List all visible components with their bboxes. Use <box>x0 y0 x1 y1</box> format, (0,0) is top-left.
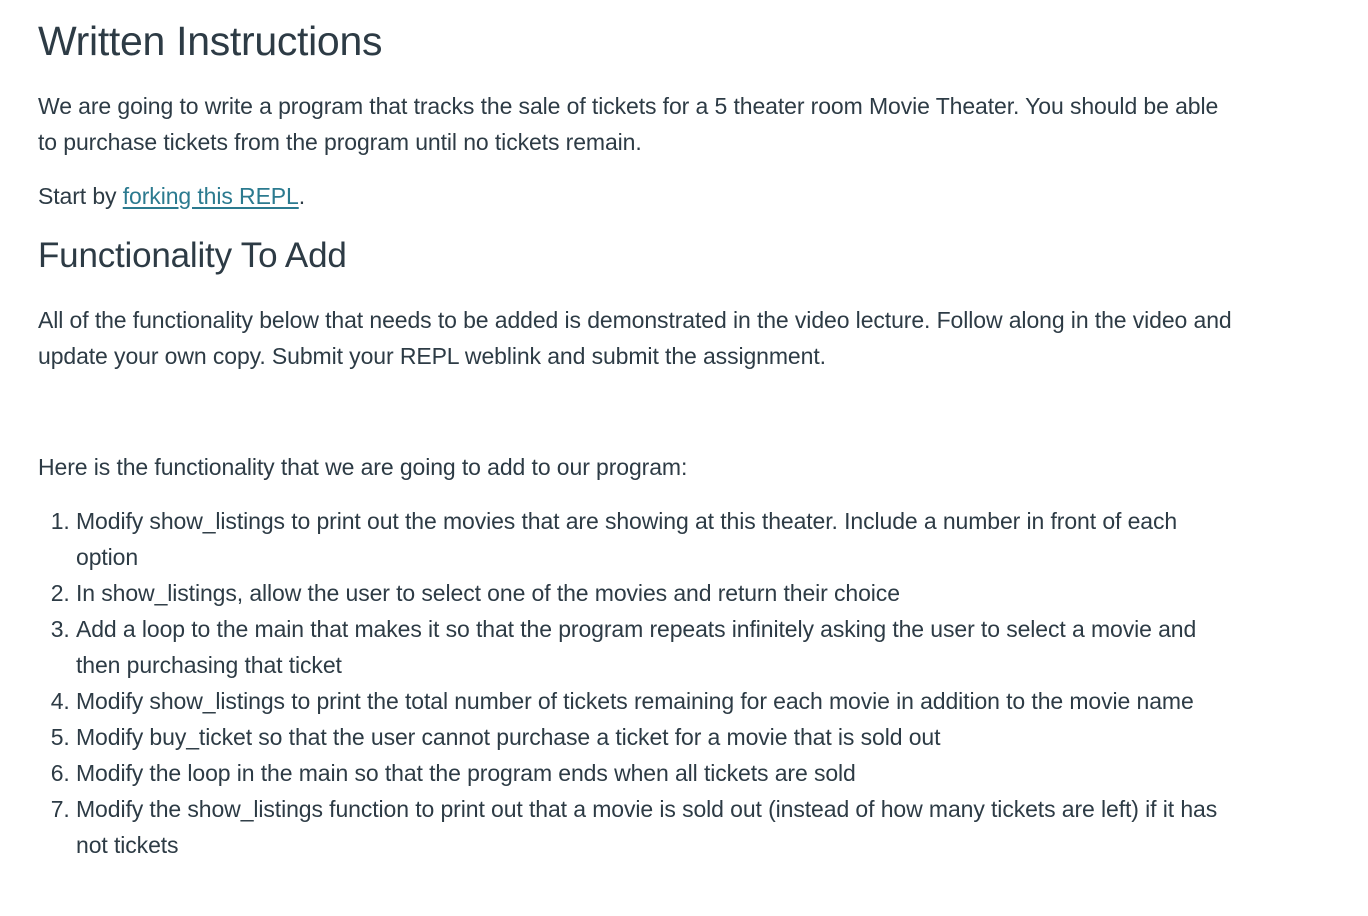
task-list <box>38 503 1236 863</box>
page-title: Written Instructions <box>38 18 383 64</box>
assignment-content <box>38 0 1238 858</box>
intro-paragraph: We are going to write a program that tracks the sale of tickets for a 5 theater room Movie Theater. You should be able to purchase tickets from the program until no tickets remain. <box>38 93 1219 155</box>
fork-repl-link[interactable]: forking this REPL <box>122 183 299 209</box>
list-intro: Here is the functionality that we are going to add to our program: <box>38 454 688 480</box>
task-item: 4. Modify show_listings to print the total number of tickets remaining for each movie in addition to the movie name <box>76 683 1236 719</box>
task-item: 2. In show_listings, allow the user to select one of the movies and return their choice <box>76 575 1236 611</box>
task-item: 5. Modify buy_ticket so that the user cannot purchase a ticket for a movie that is sold out <box>76 719 1236 755</box>
task-item: 1. Modify show_listings to print out the movies that are showing at this theater. Include a number in front of each option <box>76 503 1236 575</box>
section-description: All of the functionality below that needs to be added is demonstrated in the video lecture. Follow along in the video and update your own copy. Submit your REPL weblink and submit the assignment. <box>38 307 1232 369</box>
start-paragraph <box>38 178 1238 214</box>
section-heading: Functionality To Add <box>38 236 347 275</box>
task-item: 6. Modify the loop in the main so that the program ends when all tickets are sold <box>76 755 1236 791</box>
start-prefix: Start by <box>38 183 123 209</box>
task-item: 7. Modify the show_listings function to print out that a movie is sold out (instead of how many tickets are left) if it has not tickets <box>76 791 1236 863</box>
task-item: 3. Add a loop to the main that makes it so that the program repeats infinitely asking the user to select a movie and then purchasing that ticket <box>76 611 1236 683</box>
start-suffix: . <box>298 183 306 209</box>
